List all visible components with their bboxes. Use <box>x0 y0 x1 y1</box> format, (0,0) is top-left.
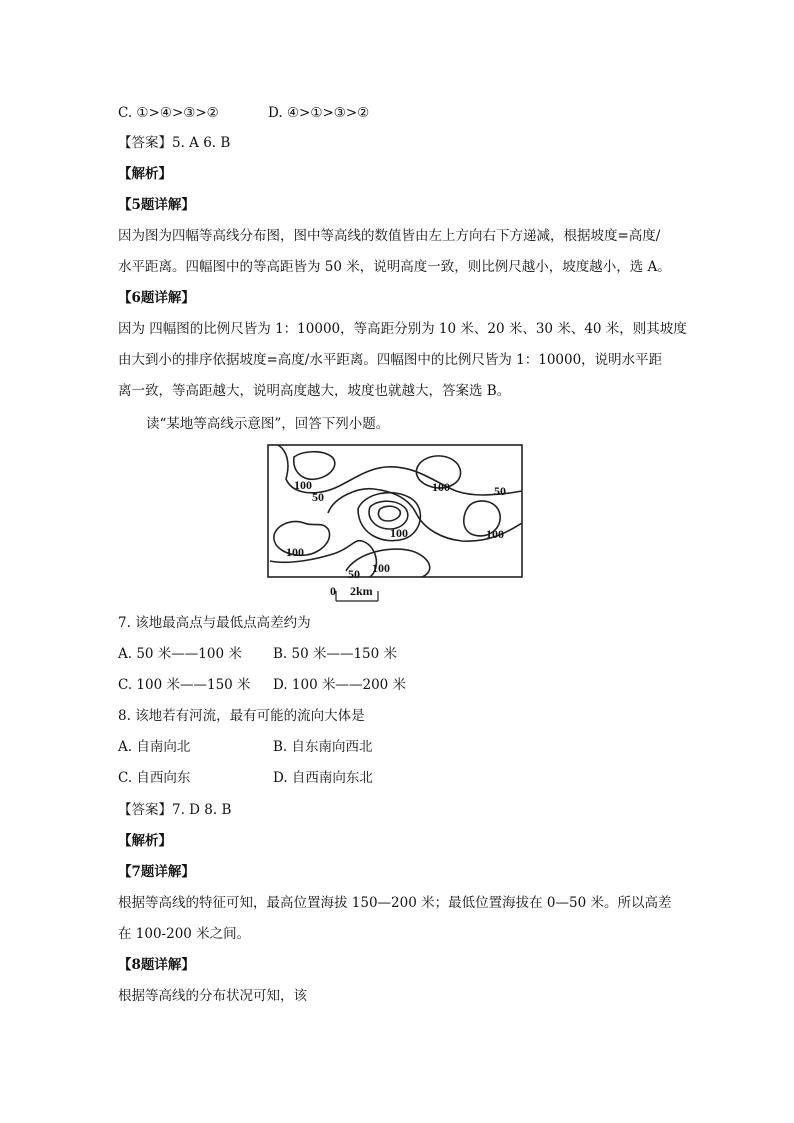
q6-text-1: 因为 四幅图的比例尺皆为 1：10000，等高距分别为 10 米、20 米、30 米、40 米，则其坡度 <box>118 321 687 337</box>
scale-zero: 0 <box>330 584 336 598</box>
scale-bar <box>330 584 378 601</box>
map-intro: 读“某地等高线示意图”，回答下列小题。 <box>146 416 390 432</box>
contour-100-topleft <box>294 452 335 480</box>
label-50-bottom: 50 <box>348 567 360 581</box>
q6-detail-heading: 【6题详解】 <box>118 290 195 306</box>
q8-option-d: D. 自西南向东北 <box>273 770 373 786</box>
label-50-right: 50 <box>494 484 506 498</box>
q8-stem: 8. 该地若有河流，最有可能的流向大体是 <box>118 708 365 724</box>
label-100-left: 100 <box>286 545 304 559</box>
q7-detail-heading: 【7题详解】 <box>118 864 195 880</box>
option-c-prev: C. ①>④>③>② <box>118 105 219 121</box>
q6-text-3: 离一致，等高距越大，说明高度越大，坡度也就越大，答案选 B。 <box>118 383 511 399</box>
analysis-heading-1: 【解析】 <box>118 166 172 182</box>
label-100-topleft: 100 <box>294 478 312 492</box>
contour-200-center <box>378 506 400 521</box>
answer-5-6: 【答案】5. A 6. B <box>118 135 231 151</box>
q8-option-c: C. 自西向东 <box>118 770 191 786</box>
scale-text: 2km <box>350 584 373 598</box>
q7-option-d: D. 100 米——200 米 <box>273 677 407 693</box>
label-100-center: 100 <box>390 526 408 540</box>
q8-text-1: 根据等高线的分布状况可知，该 <box>118 988 307 1004</box>
label-100-topright: 100 <box>432 480 450 494</box>
option-d-prev: D. ④>①>③>② <box>268 105 370 121</box>
q7-option-c: C. 100 米——150 米 <box>118 677 251 693</box>
label-50-topleft: 50 <box>312 490 324 504</box>
q8-option-a: A. 自南向北 <box>118 739 191 755</box>
q7-option-b: B. 50 米——150 米 <box>273 646 398 662</box>
contour-map <box>266 443 526 605</box>
analysis-heading-2: 【解析】 <box>118 833 172 849</box>
map-frame <box>268 445 522 577</box>
q7-text-1: 根据等高线的特征可知，最高位置海拔 150—200 米；最低位置海拔在 0—50 米。所以高差 <box>118 895 672 911</box>
q5-text-1: 因为图为四幅等高线分布图，图中等高线的数值皆由左上方向右下方递减，根据坡度=高度/ <box>118 228 661 244</box>
q7-stem: 7. 该地最高点与最低点高差约为 <box>118 615 311 631</box>
q5-text-2: 水平距离。四幅图中的等高距皆为 50 米，说明高度一致，则比例尺越小，坡度越小，选 A。 <box>118 259 671 275</box>
q6-text-2: 由大到小的排序依据坡度=高度/水平距离。四幅图中的比例尺皆为 1：10000，说明水平距 <box>118 352 663 368</box>
contour-150-center <box>369 501 408 529</box>
q7-text-2: 在 100-200 米之间。 <box>118 926 251 942</box>
label-100-right: 100 <box>486 527 504 541</box>
q5-detail-heading: 【5题详解】 <box>118 197 195 213</box>
q8-detail-heading: 【8题详解】 <box>118 957 195 973</box>
q7-option-a: A. 50 米——100 米 <box>118 646 242 662</box>
label-100-bottom: 100 <box>372 561 390 575</box>
answer-7-8: 【答案】7. D 8. B <box>118 802 232 818</box>
q8-option-b: B. 自东南向西北 <box>273 739 373 755</box>
